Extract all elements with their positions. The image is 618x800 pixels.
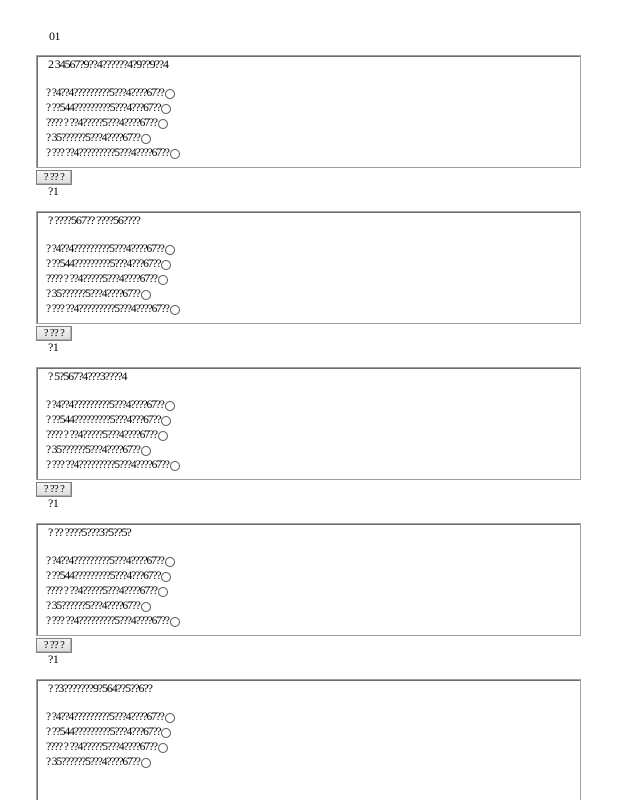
option-label: ? 35??????5???4????67??: [46, 132, 140, 144]
option-row[interactable]: [46, 755, 175, 770]
option-label: ???? ? ??4?????5???4????67??: [46, 429, 157, 441]
radio-button[interactable]: [158, 275, 168, 285]
radio-button[interactable]: [161, 104, 171, 114]
question-block: [36, 679, 581, 800]
question-title: 2 34567?9??4??????4?9??9??4: [48, 57, 168, 71]
radio-button[interactable]: [158, 743, 168, 753]
option-label: ? ??? ??4?????????5???4????67??: [46, 303, 169, 315]
option-list: [46, 554, 180, 629]
option-row[interactable]: [46, 242, 180, 257]
option-row[interactable]: [46, 554, 180, 569]
option-row[interactable]: [46, 584, 180, 599]
option-label: ? ?4??4?????????5???4????67??: [46, 711, 164, 723]
page-id: 01: [49, 29, 60, 43]
radio-button[interactable]: [165, 557, 175, 567]
option-row[interactable]: [46, 740, 175, 755]
option-label: ???? ? ??4?????5???4????67??: [46, 273, 157, 285]
radio-button[interactable]: [141, 446, 151, 456]
option-row[interactable]: [46, 614, 180, 629]
radio-button[interactable]: [165, 713, 175, 723]
vote-button[interactable]: ? ?? ?: [36, 482, 72, 497]
option-label: ? ?4??4?????????5???4????67??: [46, 399, 164, 411]
option-list: [46, 710, 175, 770]
option-label: ? ??544?????????5???4???67??: [46, 258, 161, 270]
option-row[interactable]: [46, 116, 180, 131]
option-list: [46, 242, 180, 317]
vote-count: ?1: [48, 496, 59, 510]
vote-button[interactable]: ? ?? ?: [36, 638, 72, 653]
question-title: ? ?? ????5???3?5??5?: [48, 525, 131, 539]
radio-button[interactable]: [165, 245, 175, 255]
option-label: ? ??? ??4?????????5???4????67??: [46, 615, 169, 627]
option-row[interactable]: [46, 725, 175, 740]
option-row[interactable]: [46, 710, 175, 725]
radio-button[interactable]: [161, 728, 171, 738]
option-label: ? 35??????5???4????67??: [46, 288, 140, 300]
option-row[interactable]: [46, 272, 180, 287]
option-row[interactable]: [46, 443, 180, 458]
option-label: ? ??544?????????5???4???67??: [46, 414, 161, 426]
option-label: ???? ? ??4?????5???4????67??: [46, 741, 157, 753]
option-row[interactable]: [46, 428, 180, 443]
option-row[interactable]: [46, 131, 180, 146]
radio-button[interactable]: [141, 290, 151, 300]
option-row[interactable]: [46, 302, 180, 317]
option-label: ? ?4??4?????????5???4????67??: [46, 555, 164, 567]
option-label: ? 35??????5???4????67??: [46, 444, 140, 456]
option-list: [46, 398, 180, 473]
question-title: ? 5?567?4???3????4: [48, 369, 127, 383]
option-label: ? ??544?????????5???4???67??: [46, 570, 161, 582]
vote-button[interactable]: ? ?? ?: [36, 326, 72, 341]
option-row[interactable]: [46, 86, 180, 101]
vote-button[interactable]: ? ?? ?: [36, 170, 72, 185]
option-row[interactable]: [46, 398, 180, 413]
radio-button[interactable]: [170, 617, 180, 627]
radio-button[interactable]: [158, 587, 168, 597]
radio-button[interactable]: [170, 305, 180, 315]
radio-button[interactable]: [161, 416, 171, 426]
option-label: ? ?4??4?????????5???4????67??: [46, 87, 164, 99]
question-box: [36, 367, 581, 480]
option-label: ? 35??????5???4????67??: [46, 756, 140, 768]
question-box: [36, 55, 581, 168]
option-row[interactable]: [46, 458, 180, 473]
option-row[interactable]: [46, 101, 180, 116]
radio-button[interactable]: [170, 149, 180, 159]
option-list: [46, 86, 180, 161]
question-title: ? ?3???????9?564??5??6??: [48, 681, 152, 695]
radio-button[interactable]: [161, 260, 171, 270]
option-row[interactable]: [46, 599, 180, 614]
option-label: ???? ? ??4?????5???4????67??: [46, 117, 157, 129]
radio-button[interactable]: [158, 119, 168, 129]
option-label: ? ??544?????????5???4???67??: [46, 102, 161, 114]
option-row[interactable]: [46, 257, 180, 272]
option-label: ? ?4??4?????????5???4????67??: [46, 243, 164, 255]
question-box: [36, 211, 581, 324]
option-label: ? 35??????5???4????67??: [46, 600, 140, 612]
question-box: [36, 679, 581, 800]
radio-button[interactable]: [158, 431, 168, 441]
option-label: ???? ? ??4?????5???4????67??: [46, 585, 157, 597]
radio-button[interactable]: [161, 572, 171, 582]
question-title: ? ????567?? ????56????: [48, 213, 140, 227]
question-block: [36, 523, 581, 666]
option-row[interactable]: [46, 413, 180, 428]
option-row[interactable]: [46, 569, 180, 584]
option-label: ? ??? ??4?????????5???4????67??: [46, 147, 169, 159]
vote-count: ?1: [48, 652, 59, 666]
option-label: ? ??? ??4?????????5???4????67??: [46, 459, 169, 471]
option-row[interactable]: [46, 287, 180, 302]
radio-button[interactable]: [141, 758, 151, 768]
question-block: [36, 211, 581, 354]
radio-button[interactable]: [141, 134, 151, 144]
vote-count: ?1: [48, 340, 59, 354]
vote-count: ?1: [48, 184, 59, 198]
radio-button[interactable]: [165, 401, 175, 411]
radio-button[interactable]: [165, 89, 175, 99]
radio-button[interactable]: [170, 461, 180, 471]
question-box: [36, 523, 581, 636]
question-block: [36, 55, 581, 198]
option-row[interactable]: [46, 146, 180, 161]
question-block: [36, 367, 581, 510]
option-label: ? ??544?????????5???4???67??: [46, 726, 161, 738]
radio-button[interactable]: [141, 602, 151, 612]
